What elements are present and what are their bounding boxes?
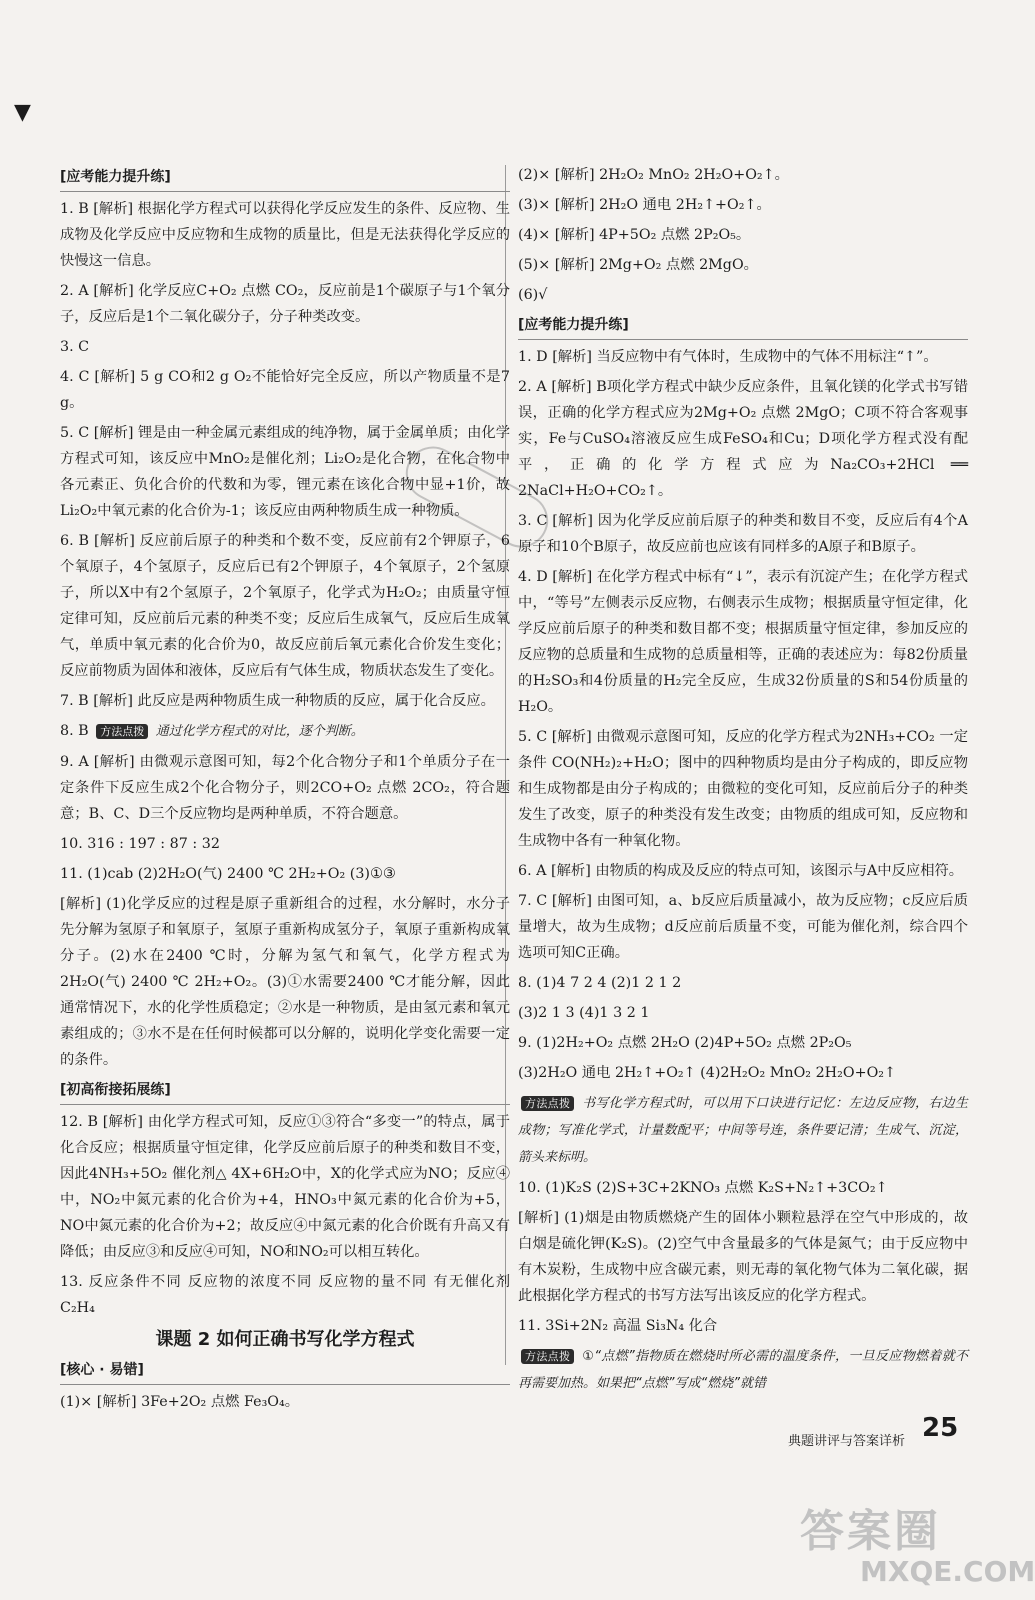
method-tip-text: 书写化学方程式时，可以用下口诀进行记忆：左边反应物，右边生成物；写准化学式，计量数配平；中间等号连，条件要记清；生成气、沉淀，箭头来标明。 bbox=[518, 1096, 968, 1165]
answer-item: (3)2H₂O 通电 2H₂↑+O₂↑ (4)2H₂O₂ MnO₂ 2H₂O+O₂↑ bbox=[518, 1065, 896, 1081]
answer-item: 6. B [解析] 反应前后原子的种类和个数不变，反应前有2个钾原子，6个氧原子，4个氢原子，反应后已有2个钾原子，4个氧原子，2个氢原子，所以X中有2个氢原子，2个氧原子，化学式为H₂O₂；由质量守恒定律可知，反应前后元素的种类不变；反应后生成氧气，反应后生成氧气，单质中氧元素的化合价为0，故反应前后氧元素化合价发生变化；反应前物质为固体和液体，反应后有气体生成，物质状态发生了变化。 bbox=[60, 533, 510, 679]
answer-item: 6. A [解析] 由物质的构成及反应的特点可知，该图示与A中反应相符。 bbox=[518, 863, 964, 879]
answer-item: 13. 反应条件不同 反应物的浓度不同 反应物的量不同 有无催化剂 C₂H₄ bbox=[60, 1274, 510, 1316]
answer-item: 4. C [解析] 5 g CO和2 g O₂不能恰好完全反应，所以产物质量不是7 g。 bbox=[60, 369, 510, 411]
left-column bbox=[60, 162, 510, 1419]
answer-item: (5)× [解析] 2Mg+O₂ 点燃 2MgO。 bbox=[518, 257, 758, 273]
answer-item: (4)× [解析] 4P+5O₂ 点燃 2P₂O₅。 bbox=[518, 227, 751, 243]
method-tip bbox=[518, 1343, 968, 1397]
answer-item: (1)× [解析] 3Fe+2O₂ 点燃 Fe₃O₄。 bbox=[60, 1394, 300, 1410]
answer-item: (2)× [解析] 2H₂O₂ MnO₂ 2H₂O+O₂↑。 bbox=[518, 167, 789, 183]
answer-item: 1. D [解析] 当反应物中有气体时，生成物中的气体不用标注“↑”。 bbox=[518, 349, 938, 365]
page-number: 25 bbox=[922, 1413, 959, 1443]
right-column bbox=[518, 162, 968, 1401]
lesson-title: 课题 2 如何正确书写化学方程式 bbox=[155, 1329, 415, 1350]
answer-item: (6)√ bbox=[518, 287, 548, 303]
answer-item: 9. (1)2H₂+O₂ 点燃 2H₂O (2)4P+5O₂ 点燃 2P₂O₅ bbox=[518, 1035, 852, 1051]
section-heading: [核心 · 易错] bbox=[60, 1357, 510, 1385]
method-tip-text: ①“点燃”指物质在燃烧时所必需的温度条件，一旦反应物燃着就不再需要加热。如果把“点燃”写成“燃烧”就错 bbox=[518, 1349, 969, 1391]
answer-item: 11. (1)cab (2)2H₂O(气) 2400 ℃ 2H₂+O₂ (3)①③ bbox=[60, 866, 396, 882]
footer-label: 典题讲评与答案详析 bbox=[788, 1434, 906, 1449]
answer-item: 4. D [解析] 在化学方程式中标有“↓”，表示有沉淀产生；在化学方程式中，“等号”左侧表示反应物，右侧表示生成物；根据质量守恒定律，化学反应前后原子的种类和数目都不变；根据质量守恒定律，参加反应的反应物的总质量和生成物的总质量相等，正确的表述应为：每82份质量的H₂SO₃和4份质量的H₂完全反应，生成32份质量的S和54份质量的H₂O。 bbox=[518, 569, 968, 715]
section-heading: [应考能力提升练] bbox=[60, 164, 510, 192]
answer-item: 2. A [解析] 化学反应C+O₂ 点燃 CO₂，反应前是1个碳原子与1个氧分子，反应后是1个二氧化碳分子，分子种类改变。 bbox=[60, 283, 510, 325]
method-tip-badge: 方法点拨 bbox=[521, 1096, 574, 1111]
item-number: 8. B bbox=[60, 723, 89, 739]
answer-item: 3. C bbox=[60, 339, 90, 355]
answer-item: (3)2 1 3 (4)1 3 2 1 bbox=[518, 1005, 650, 1021]
answer-item: 7. B [解析] 此反应是两种物质生成一种物质的反应，属于化合反应。 bbox=[60, 693, 495, 709]
method-tip-badge: 方法点拨 bbox=[521, 1349, 574, 1364]
watermark-logo: 答案圈 bbox=[800, 1506, 941, 1557]
answer-item: 10. (1)K₂S (2)S+3C+2KNO₃ 点燃 K₂S+N₂↑+3CO₂↑ bbox=[518, 1180, 888, 1196]
answer-item: 5. C [解析] 由微观示意图可知，反应的化学方程式为2NH₃+CO₂ 一定条件 CO(NH₂)₂+H₂O；图中的四种物质均是由分子构成的，即反应物和生成物都是由分子构成的；由微粒的变化可知，反应前后分子的种类发生了改变，原子的种类没有发生改变；由物质的组成可知，反应物和生成物中各有一种氧化物。 bbox=[518, 729, 968, 849]
answer-explanation: [解析] (1)烟是由物质燃烧产生的固体小颗粒悬浮在空气中形成的，故白烟是硫化钾(K₂S)。(2)空气中含量最多的气体是氮气；由于反应物中有木炭粉，生成物中应含碳元素，则无毒的氧化物气体为二氧化碳，据此根据化学方程式的书写方法写出该反应的化学方程式。 bbox=[518, 1210, 968, 1304]
section-heading: [初高衔接拓展练] bbox=[60, 1077, 510, 1105]
method-tip-badge: 方法点拨 bbox=[96, 724, 148, 739]
answer-explanation: [解析] (1)化学反应的过程是原子重新组合的过程，水分解时，水分子先分解为氢原子和氧原子，氢原子重新构成氢分子，氧原子重新构成氧分子。(2)水在2400 ℃时，分解为氢气和氧气，化学方程式为2H₂O(气) 2400 ℃ 2H₂+O₂。(3)①水需要2400 ℃才能分解，因此通常情况下，水的化学性质稳定；②水是一种物质，是由氢元素和氧元素组成的；③水不是在任何时候都可以分解的，说明化学变化需要一定的条件。 bbox=[60, 896, 510, 1068]
answer-item: 7. C [解析] 由图可知，a、b反应后质量减小，故为反应物；c反应后质量增大，故为生成物；d反应前后质量不变，可能为催化剂，综合四个选项可知C正确。 bbox=[518, 893, 968, 961]
answer-item: 9. A [解析] 由微观示意图可知，每2个化合物分子和1个单质分子在一定条件下反应生成2个化合物分子，则2CO+O₂ 点燃 2CO₂，符合题意；B、C、D三个反应物均是两种单质，不符合题意。 bbox=[60, 754, 510, 822]
answer-item: 1. B [解析] 根据化学方程式可以获得化学反应发生的条件、反应物、生成物及化学反应中反应物和生成物的质量比，但是无法获得化学反应的快慢这一信息。 bbox=[60, 201, 510, 269]
corner-mark: ▼ bbox=[14, 100, 31, 125]
answer-item: 2. A [解析] B项化学方程式中缺少反应条件，且氧化镁的化学式书写错误，正确的化学方程式应为2Mg+O₂ 点燃 2MgO；C项不符合客观事实，Fe与CuSO₄溶液反应生成FeSO₄和Cu；D项化学方程式没有配平，正确的化学方程式应为Na₂CO₃+2HCl ══ 2NaCl+H₂O+CO₂↑。 bbox=[518, 379, 968, 499]
answer-item: 5. C [解析] 锂是由一种金属元素组成的纯净物，属于金属单质；由化学方程式可知，该反应中MnO₂是催化剂；Li₂O₂是化合物，在化合物中各元素正、负化合价的代数和为零，锂元素在该化合物中显+1价，故Li₂O₂中氧元素的化合价为-1；该反应由两种物质生成一种物质。 bbox=[60, 425, 510, 519]
answer-item: 10. 316 : 197 : 87 : 32 bbox=[60, 836, 220, 852]
section-heading: [应考能力提升练] bbox=[518, 312, 968, 340]
method-tip bbox=[518, 1090, 968, 1171]
answer-item: 8. (1)4 7 2 4 (2)1 2 1 2 bbox=[518, 975, 682, 991]
answer-item: 11. 3Si+2N₂ 高温 Si₃N₄ 化合 bbox=[518, 1318, 718, 1334]
answer-item bbox=[60, 718, 510, 745]
watermark-url: MXQE.COM bbox=[860, 1555, 1035, 1588]
answer-item: (3)× [解析] 2H₂O 通电 2H₂↑+O₂↑。 bbox=[518, 197, 771, 213]
answer-item: 12. B [解析] 由化学方程式可知，反应①③符合“多变一”的特点，属于化合反应；根据质量守恒定律，化学反应前后原子的种类和数目不变，因此4NH₃+5O₂ 催化剂△ 4X+6H₂O中，X的化学式应为NO；反应④中，NO₂中氮元素的化合价为+4，HNO₃中氮元素的化合价为+5，NO中氮元素的化合价为+2；故反应④中氮元素的化合价既有升高又有降低；由反应③和反应④可知，NO和NO₂可以相互转化。 bbox=[60, 1114, 510, 1260]
answer-item: 3. C [解析] 因为化学反应前后原子的种类和数目不变，反应后有4个A原子和10个B原子，故反应前也应该有同样多的A原子和B原子。 bbox=[518, 513, 968, 555]
method-tip-text: 通过化学方程式的对比，逐个判断。 bbox=[155, 724, 364, 739]
